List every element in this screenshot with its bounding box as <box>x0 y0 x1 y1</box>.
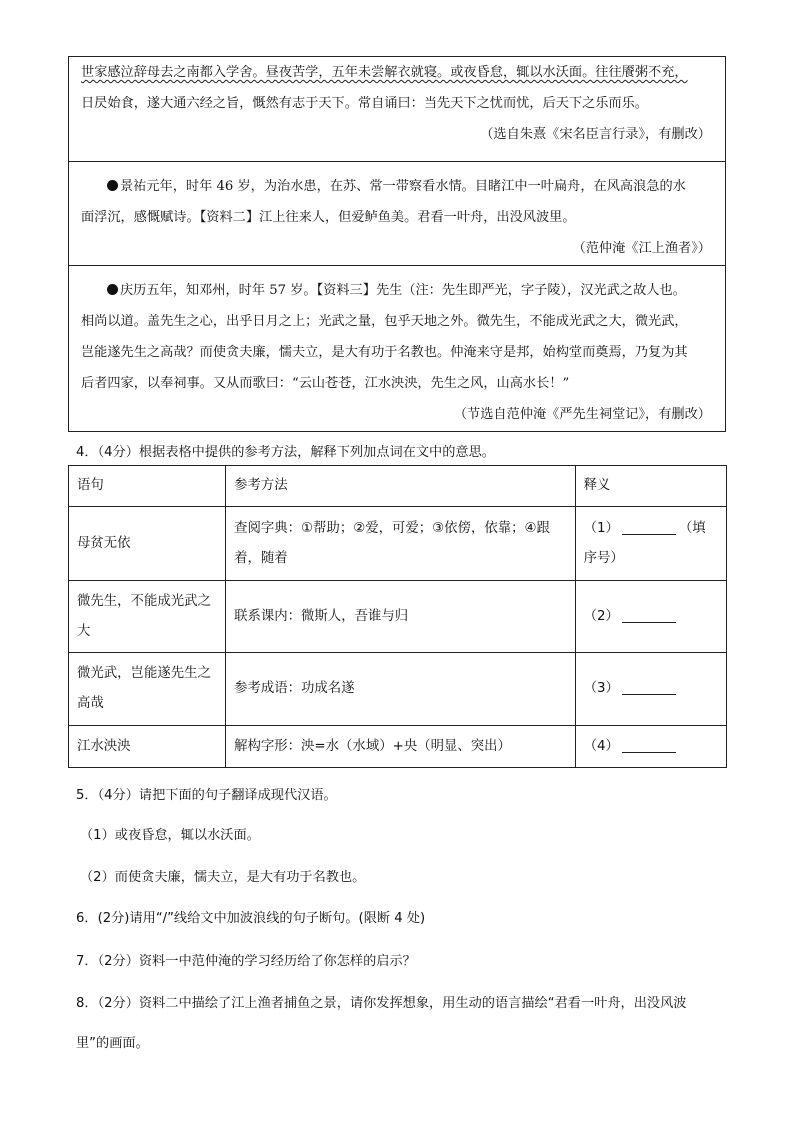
passage-line: 日昃始食，遂大通六经之旨，慨然有志于天下。常自诵曰：当先天下之忧而忧，后天下之乐而乐。 <box>81 96 649 111</box>
table-header-row <box>69 466 727 507</box>
answer-cell <box>575 581 726 653</box>
passage-source: （范仲淹《江上渔者》） <box>572 241 711 256</box>
row-sentence: 母贫无依 <box>69 507 226 581</box>
passage-section-2 <box>69 161 725 265</box>
answer-blank[interactable] <box>622 680 676 695</box>
row-sentence: 微先生，不能成光武之大 <box>69 581 226 653</box>
wavy-underlined-sentence: 世家感泣辞母去之南都入学舍。昼夜苦学，五年未尝解衣就寝。或夜昏怠，辄以水沃面。往往餍粥不充， <box>81 65 688 80</box>
question-5-item-1: （1）或夜昏怠，辄以水沃面。 <box>80 828 260 843</box>
answer-blank[interactable] <box>622 520 676 535</box>
question-5-prompt: 5．（4分）请把下面的句子翻译成现代汉语。 <box>76 788 337 803</box>
passage-section-3 <box>69 265 725 431</box>
passage-source: （节选自范仲淹《严先生祠堂记》，有删改） <box>453 407 711 422</box>
question-5-item-2: （2）而使贪夫廉，懦夫立，是大有功于名教也。 <box>80 870 366 885</box>
bullet-icon <box>107 284 118 295</box>
passage-line: 后者四家，以奉祠事。又从而歌曰：“云山苍苍，江水泱泱，先生之风，山高水长！” <box>81 376 570 391</box>
question-8-line-1: 8．（2分）资料二中描绘了江上渔者捕鱼之景，请你发挥想象，用生动的语言描绘“君看一叶舟，出没风波 <box>76 996 687 1011</box>
answer-label: （1） <box>583 520 619 536</box>
row-method: 查阅字典：①帮助；②爱，可爱；③依傍，依靠；④跟着，随着 <box>226 507 576 581</box>
header-sentence: 语句 <box>69 466 226 507</box>
bullet-icon <box>107 180 118 191</box>
header-method: 参考方法 <box>226 466 576 507</box>
row-method: 解构字形：泱=水（水域）+央（明显、突出） <box>226 726 576 768</box>
passage-line: 面浮沉，感慨赋诗。【资料二】江上往来人，但爱鲈鱼美。君看一叶舟，出没风波里。 <box>81 210 576 225</box>
passage-line: 景祐元年，时年 46 岁，为治水患，在苏、常一带察看水情。目睹江中一叶扁舟，在风高浪急的水 <box>120 179 686 194</box>
passage-line: 庆历五年，知邓州，时年 57 岁。【资料三】先生（注：先生即严光，字子陵），汉光武之故人也。 <box>120 283 686 298</box>
answer-label: （2） <box>583 608 619 624</box>
table-row <box>69 653 727 726</box>
passage-line: 相尚以道。盖先生之心，出乎日月之上；光武之量，包乎天地之外。微先生，不能成光武之大，微光武， <box>81 314 688 329</box>
answer-blank[interactable] <box>622 608 676 623</box>
answer-cell <box>575 507 726 581</box>
row-sentence: 江水泱泱 <box>69 726 226 768</box>
answer-blank[interactable] <box>622 738 676 753</box>
question-4-prompt: 4．（4分）根据表格中提供的参考方法，解释下列加点词在文中的意思。 <box>76 445 495 460</box>
header-meaning: 释义 <box>575 466 726 507</box>
passage-line: 岂能遂先生之高哉？而使贪夫廉，懦夫立，是大有功于名教也。仲淹来守是邦，始构堂而奠焉，乃复为其 <box>81 345 688 360</box>
row-method: 联系课内：微斯人，吾谁与归 <box>226 581 576 653</box>
answer-cell <box>575 726 726 768</box>
row-method: 参考成语：功成名遂 <box>226 653 576 726</box>
vocab-table <box>68 465 727 768</box>
question-8-line-2: 里”的画面。 <box>76 1036 149 1051</box>
table-row <box>69 581 727 653</box>
answer-note: （填序号） <box>583 520 706 566</box>
passage-source: （选自朱熹《宋名臣言行录》，有删改） <box>480 127 711 142</box>
question-6-prompt: 6．(2分)请用“/”线给文中加波浪线的句子断句。(限断 4 处) <box>76 911 426 926</box>
answer-cell <box>575 653 726 726</box>
answer-label: （3） <box>583 681 619 696</box>
answer-label: （4） <box>583 738 619 754</box>
passage-section-1 <box>69 57 725 161</box>
row-sentence: 微光武，岂能遂先生之高哉 <box>69 653 226 726</box>
passage-box <box>68 56 726 432</box>
table-row <box>69 507 727 581</box>
table-row <box>69 726 727 768</box>
question-7-prompt: 7．（2分）资料一中范仲淹的学习经历给了你怎样的启示？ <box>76 954 416 969</box>
